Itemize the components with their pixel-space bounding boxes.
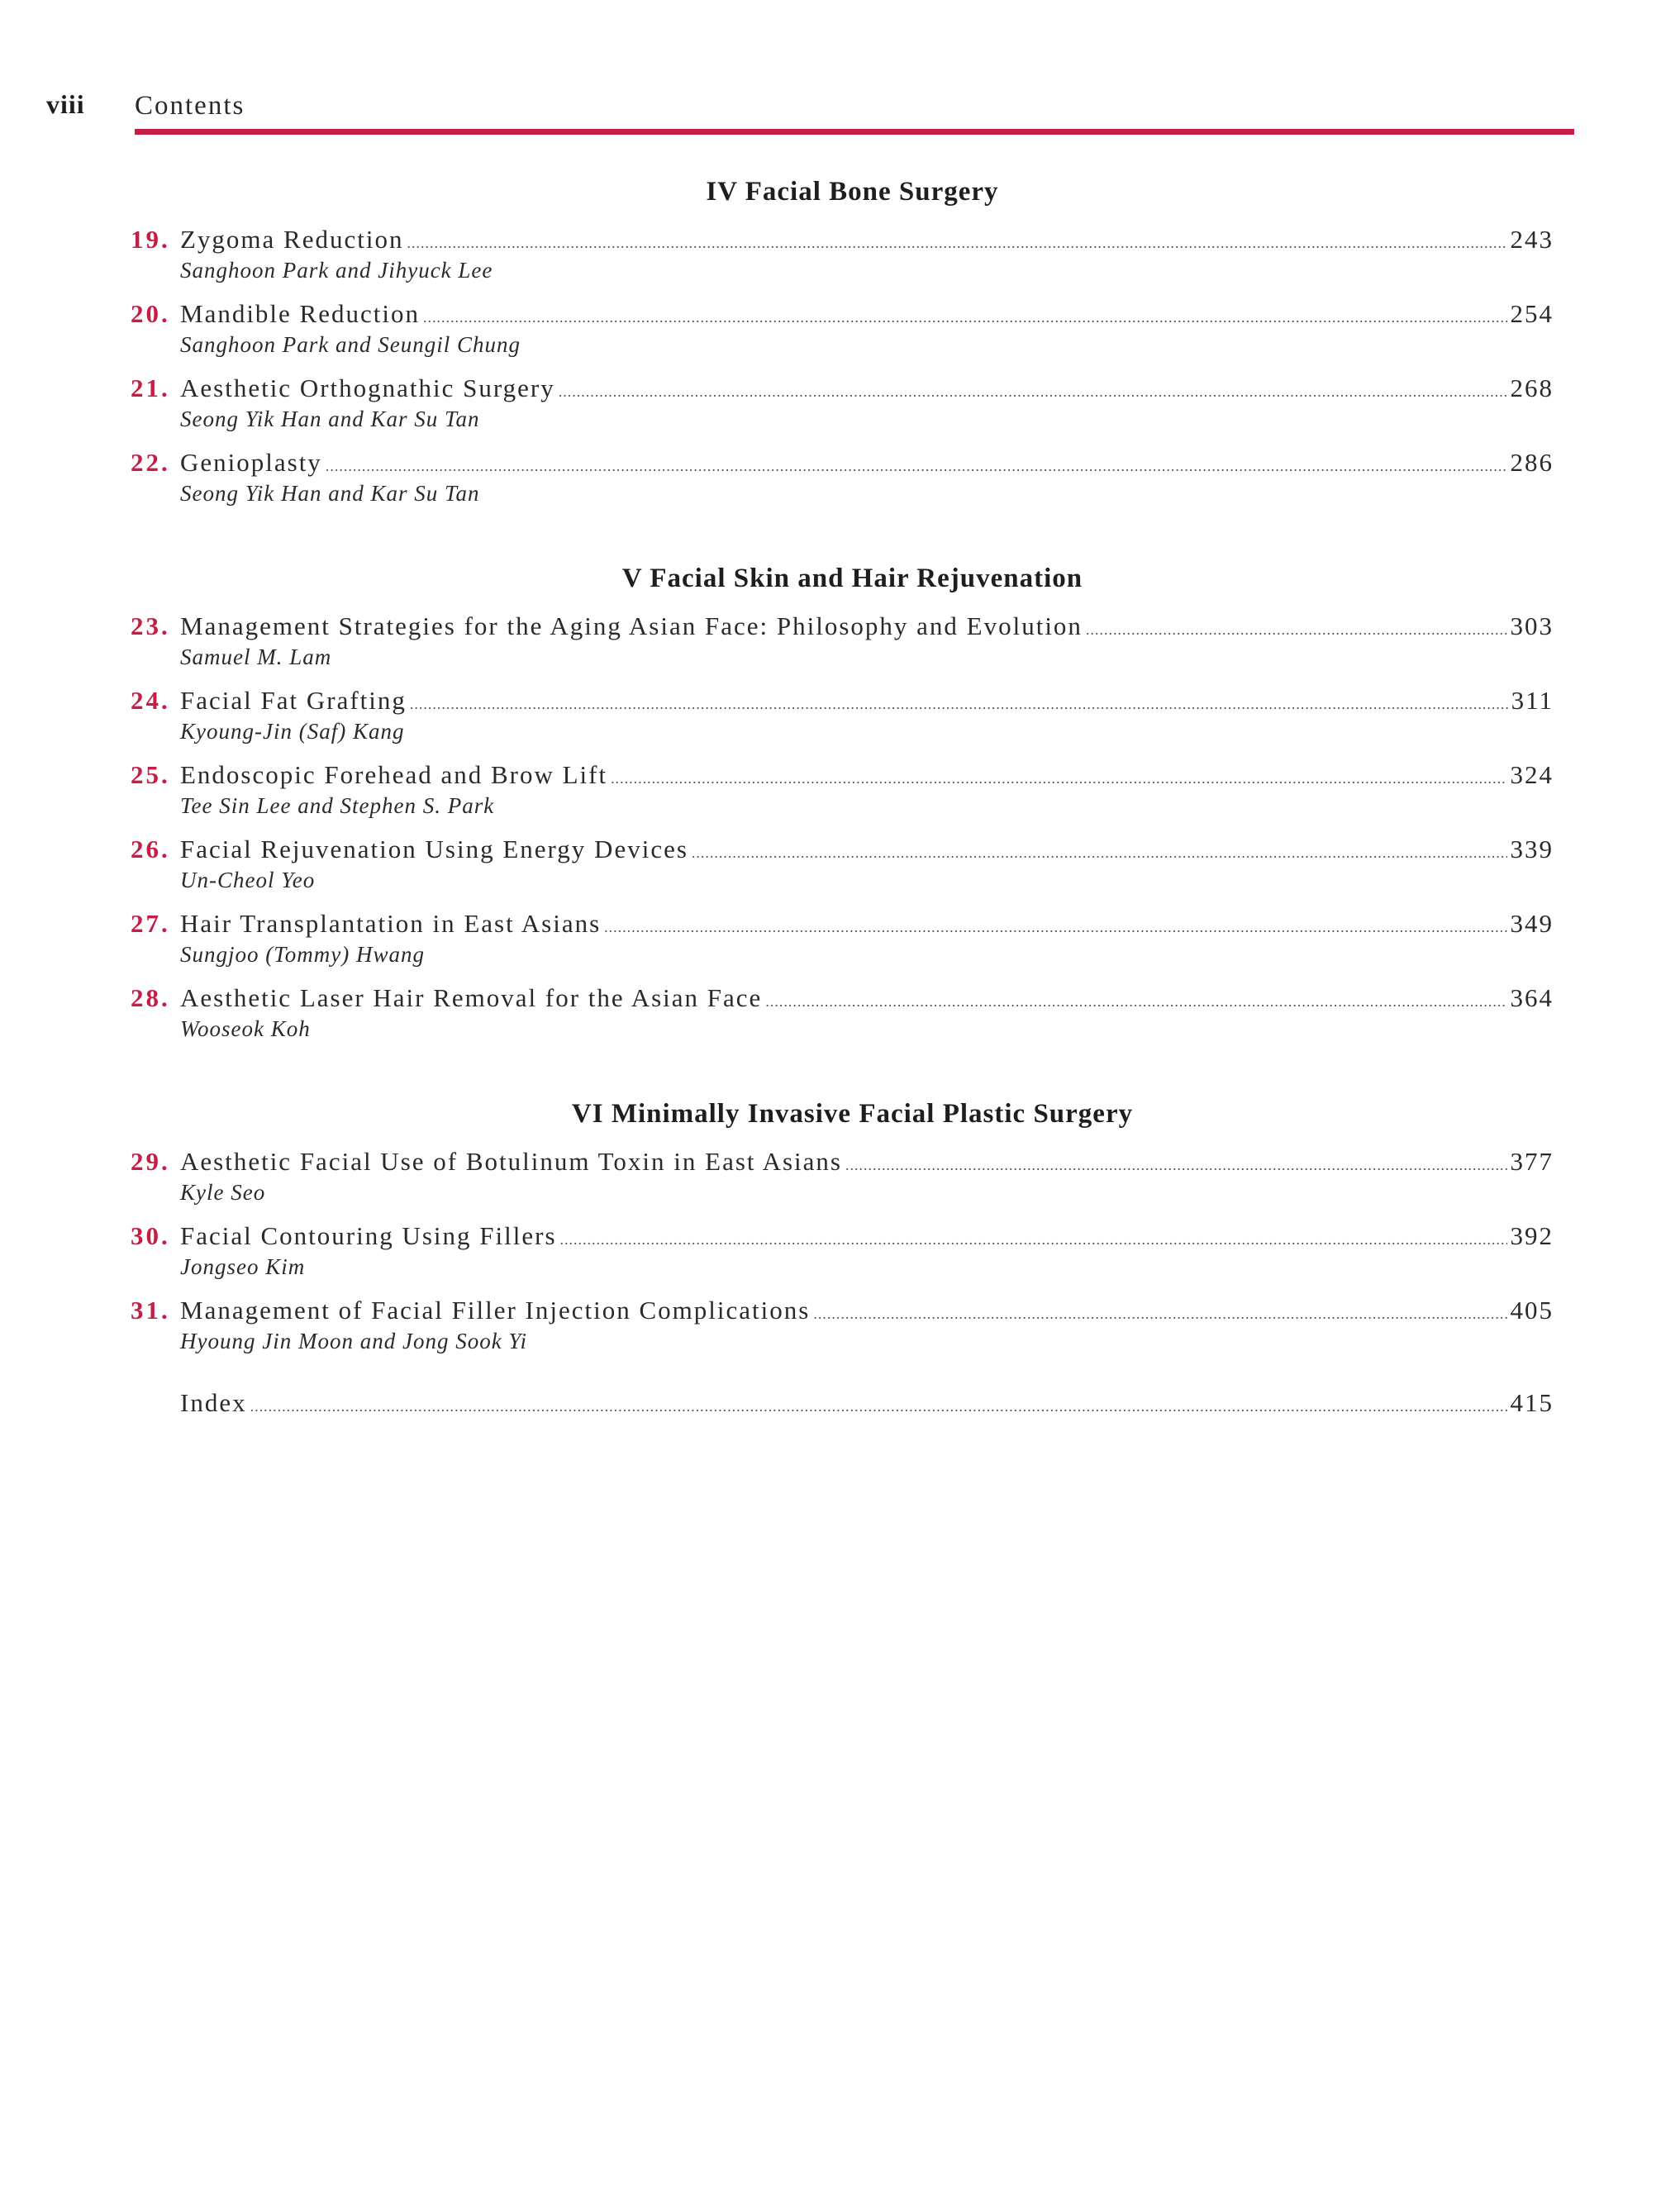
- chapter-page: 392: [1510, 1221, 1554, 1250]
- toc-entry-line: [0, 835, 1554, 868]
- chapter-number: 27.: [131, 909, 170, 938]
- title-row: [180, 686, 1554, 716]
- chapter-page: 311: [1511, 686, 1554, 715]
- dot-leader: [326, 458, 1507, 475]
- title-row: [180, 835, 1554, 864]
- running-head: Contents: [135, 91, 245, 121]
- chapter-authors: Hyoung Jin Moon and Jong Sook Yi: [180, 1329, 527, 1353]
- chapter-page: 324: [1510, 760, 1554, 789]
- chapter-page: 349: [1510, 909, 1554, 938]
- toc-entry-line: [0, 1221, 1554, 1254]
- chapter-page: 303: [1510, 611, 1554, 640]
- toc-entry[interactable]: [0, 225, 1680, 299]
- chapter-authors: Samuel M. Lam: [180, 645, 332, 669]
- title-row: [180, 373, 1554, 403]
- toc-entry[interactable]: [0, 909, 1680, 983]
- chapter-authors: Kyoung-Jin (Saf) Kang: [180, 719, 405, 744]
- chapter-title: Management Strategies for the Aging Asian Face: Philosophy and Evolution: [180, 611, 1083, 640]
- page-number: viii: [46, 89, 85, 119]
- title-row: [180, 760, 1554, 790]
- chapter-title: Facial Rejuvenation Using Energy Devices: [180, 835, 688, 863]
- dot-leader: [250, 1398, 1507, 1415]
- chapter-page: 254: [1510, 299, 1554, 328]
- dot-leader: [560, 1231, 1507, 1249]
- chapter-number: 25.: [131, 760, 170, 789]
- chapter-authors: Tee Sin Lee and Stephen S. Park: [180, 793, 495, 818]
- toc-entry-line: [0, 1147, 1554, 1180]
- chapter-number: 22.: [131, 448, 170, 477]
- dot-leader: [765, 993, 1506, 1011]
- chapter-number: 23.: [131, 611, 170, 640]
- toc-entry[interactable]: [0, 686, 1680, 760]
- chapter-title: Facial Contouring Using Fillers: [180, 1221, 557, 1250]
- dot-leader: [611, 770, 1506, 787]
- title-row: [180, 1147, 1554, 1177]
- chapter-title: Zygoma Reduction: [180, 225, 404, 254]
- toc-entry[interactable]: [0, 1221, 1680, 1296]
- dot-leader: [813, 1306, 1506, 1323]
- toc-entry[interactable]: [0, 299, 1680, 373]
- chapter-title: Aesthetic Orthognathic Surgery: [180, 373, 555, 402]
- chapter-authors: Seong Yik Han and Kar Su Tan: [180, 481, 480, 506]
- chapter-authors: Sanghoon Park and Jihyuck Lee: [180, 258, 493, 283]
- toc-entry[interactable]: [0, 1147, 1680, 1221]
- chapter-number: 31.: [131, 1296, 170, 1325]
- chapter-number: 21.: [131, 373, 170, 402]
- chapter-title: Mandible Reduction: [180, 299, 420, 328]
- dot-leader: [692, 844, 1507, 862]
- title-row: [180, 1296, 1554, 1325]
- dot-leader: [604, 919, 1506, 936]
- title-row: [180, 909, 1554, 939]
- chapter-number: 20.: [131, 299, 170, 328]
- chapter-page: 364: [1510, 983, 1554, 1012]
- chapter-authors: Seong Yik Han and Kar Su Tan: [180, 407, 480, 431]
- table-of-contents: [0, 172, 1680, 1425]
- toc-entry[interactable]: [0, 1296, 1680, 1370]
- dot-leader: [1086, 621, 1507, 639]
- toc-entry-line: [0, 448, 1554, 481]
- toc-entry[interactable]: [0, 983, 1680, 1058]
- toc-entry[interactable]: [0, 373, 1680, 448]
- chapter-number: 30.: [131, 1221, 170, 1250]
- chapter-page: 286: [1510, 448, 1554, 477]
- chapter-page: 339: [1510, 835, 1554, 863]
- title-row: [180, 611, 1554, 641]
- title-row: [180, 1221, 1554, 1251]
- part-title: V Facial Skin and Hair Rejuvenation: [621, 564, 1083, 593]
- chapter-authors: Un-Cheol Yeo: [180, 868, 316, 892]
- chapter-number: 19.: [131, 225, 170, 254]
- chapter-number: 29.: [131, 1147, 170, 1176]
- chapter-authors: Wooseok Koh: [180, 1016, 311, 1041]
- chapter-title: Facial Fat Grafting: [180, 686, 407, 715]
- index-page: 415: [1510, 1388, 1554, 1417]
- toc-entry[interactable]: [0, 835, 1680, 909]
- dot-leader: [407, 235, 1506, 252]
- title-row: [180, 983, 1554, 1013]
- chapter-title: Hair Transplantation in East Asians: [180, 909, 602, 938]
- part-title: VI Minimally Invasive Facial Plastic Surgery: [571, 1099, 1134, 1129]
- title-row: [180, 448, 1554, 478]
- chapter-page: 243: [1510, 225, 1554, 254]
- dot-leader: [845, 1157, 1507, 1174]
- chapter-authors: Kyle Seo: [180, 1180, 266, 1205]
- toc-entry-line: [0, 686, 1554, 719]
- chapter-page: 268: [1510, 373, 1554, 402]
- chapter-authors: Sungjoo (Tommy) Hwang: [180, 942, 426, 967]
- chapter-page: 377: [1510, 1147, 1554, 1176]
- chapter-title: Aesthetic Laser Hair Removal for the Asian Face: [180, 983, 763, 1012]
- chapter-authors: Sanghoon Park and Seungil Chung: [180, 332, 521, 357]
- toc-entry-line: [0, 299, 1554, 332]
- part-title: IV Facial Bone Surgery: [706, 177, 999, 207]
- toc-entry-line: [0, 373, 1554, 407]
- toc-entry-line: [0, 909, 1554, 942]
- chapter-number: 26.: [131, 835, 170, 863]
- chapter-number: 24.: [131, 686, 170, 715]
- toc-index-entry[interactable]: [0, 1388, 1680, 1425]
- toc-entry-line: [0, 225, 1554, 258]
- chapter-title: Genioplasty: [180, 448, 322, 477]
- dot-leader: [423, 309, 1507, 326]
- toc-entry-line: [0, 1296, 1554, 1329]
- index-title: Index: [180, 1388, 247, 1417]
- chapter-page: 405: [1510, 1296, 1554, 1325]
- header-rule: [135, 129, 1574, 135]
- title-row: [180, 225, 1554, 254]
- toc-entry-line: [0, 760, 1554, 793]
- chapter-number: 28.: [131, 983, 170, 1012]
- toc-entry[interactable]: [0, 448, 1680, 522]
- chapter-title: Aesthetic Facial Use of Botulinum Toxin in East Asians: [180, 1147, 842, 1176]
- dot-leader: [410, 696, 1508, 713]
- toc-entry[interactable]: [0, 611, 1680, 686]
- title-row: [180, 1388, 1554, 1418]
- chapter-title: Endoscopic Forehead and Brow Lift: [180, 760, 608, 789]
- chapter-title: Management of Facial Filler Injection Complications: [180, 1296, 811, 1325]
- title-row: [180, 299, 1554, 329]
- dot-leader: [559, 383, 1507, 401]
- chapter-authors: Jongseo Kim: [180, 1254, 306, 1279]
- toc-entry-line: [0, 983, 1554, 1016]
- toc-entry[interactable]: [0, 760, 1680, 835]
- toc-entry-line: [0, 611, 1554, 645]
